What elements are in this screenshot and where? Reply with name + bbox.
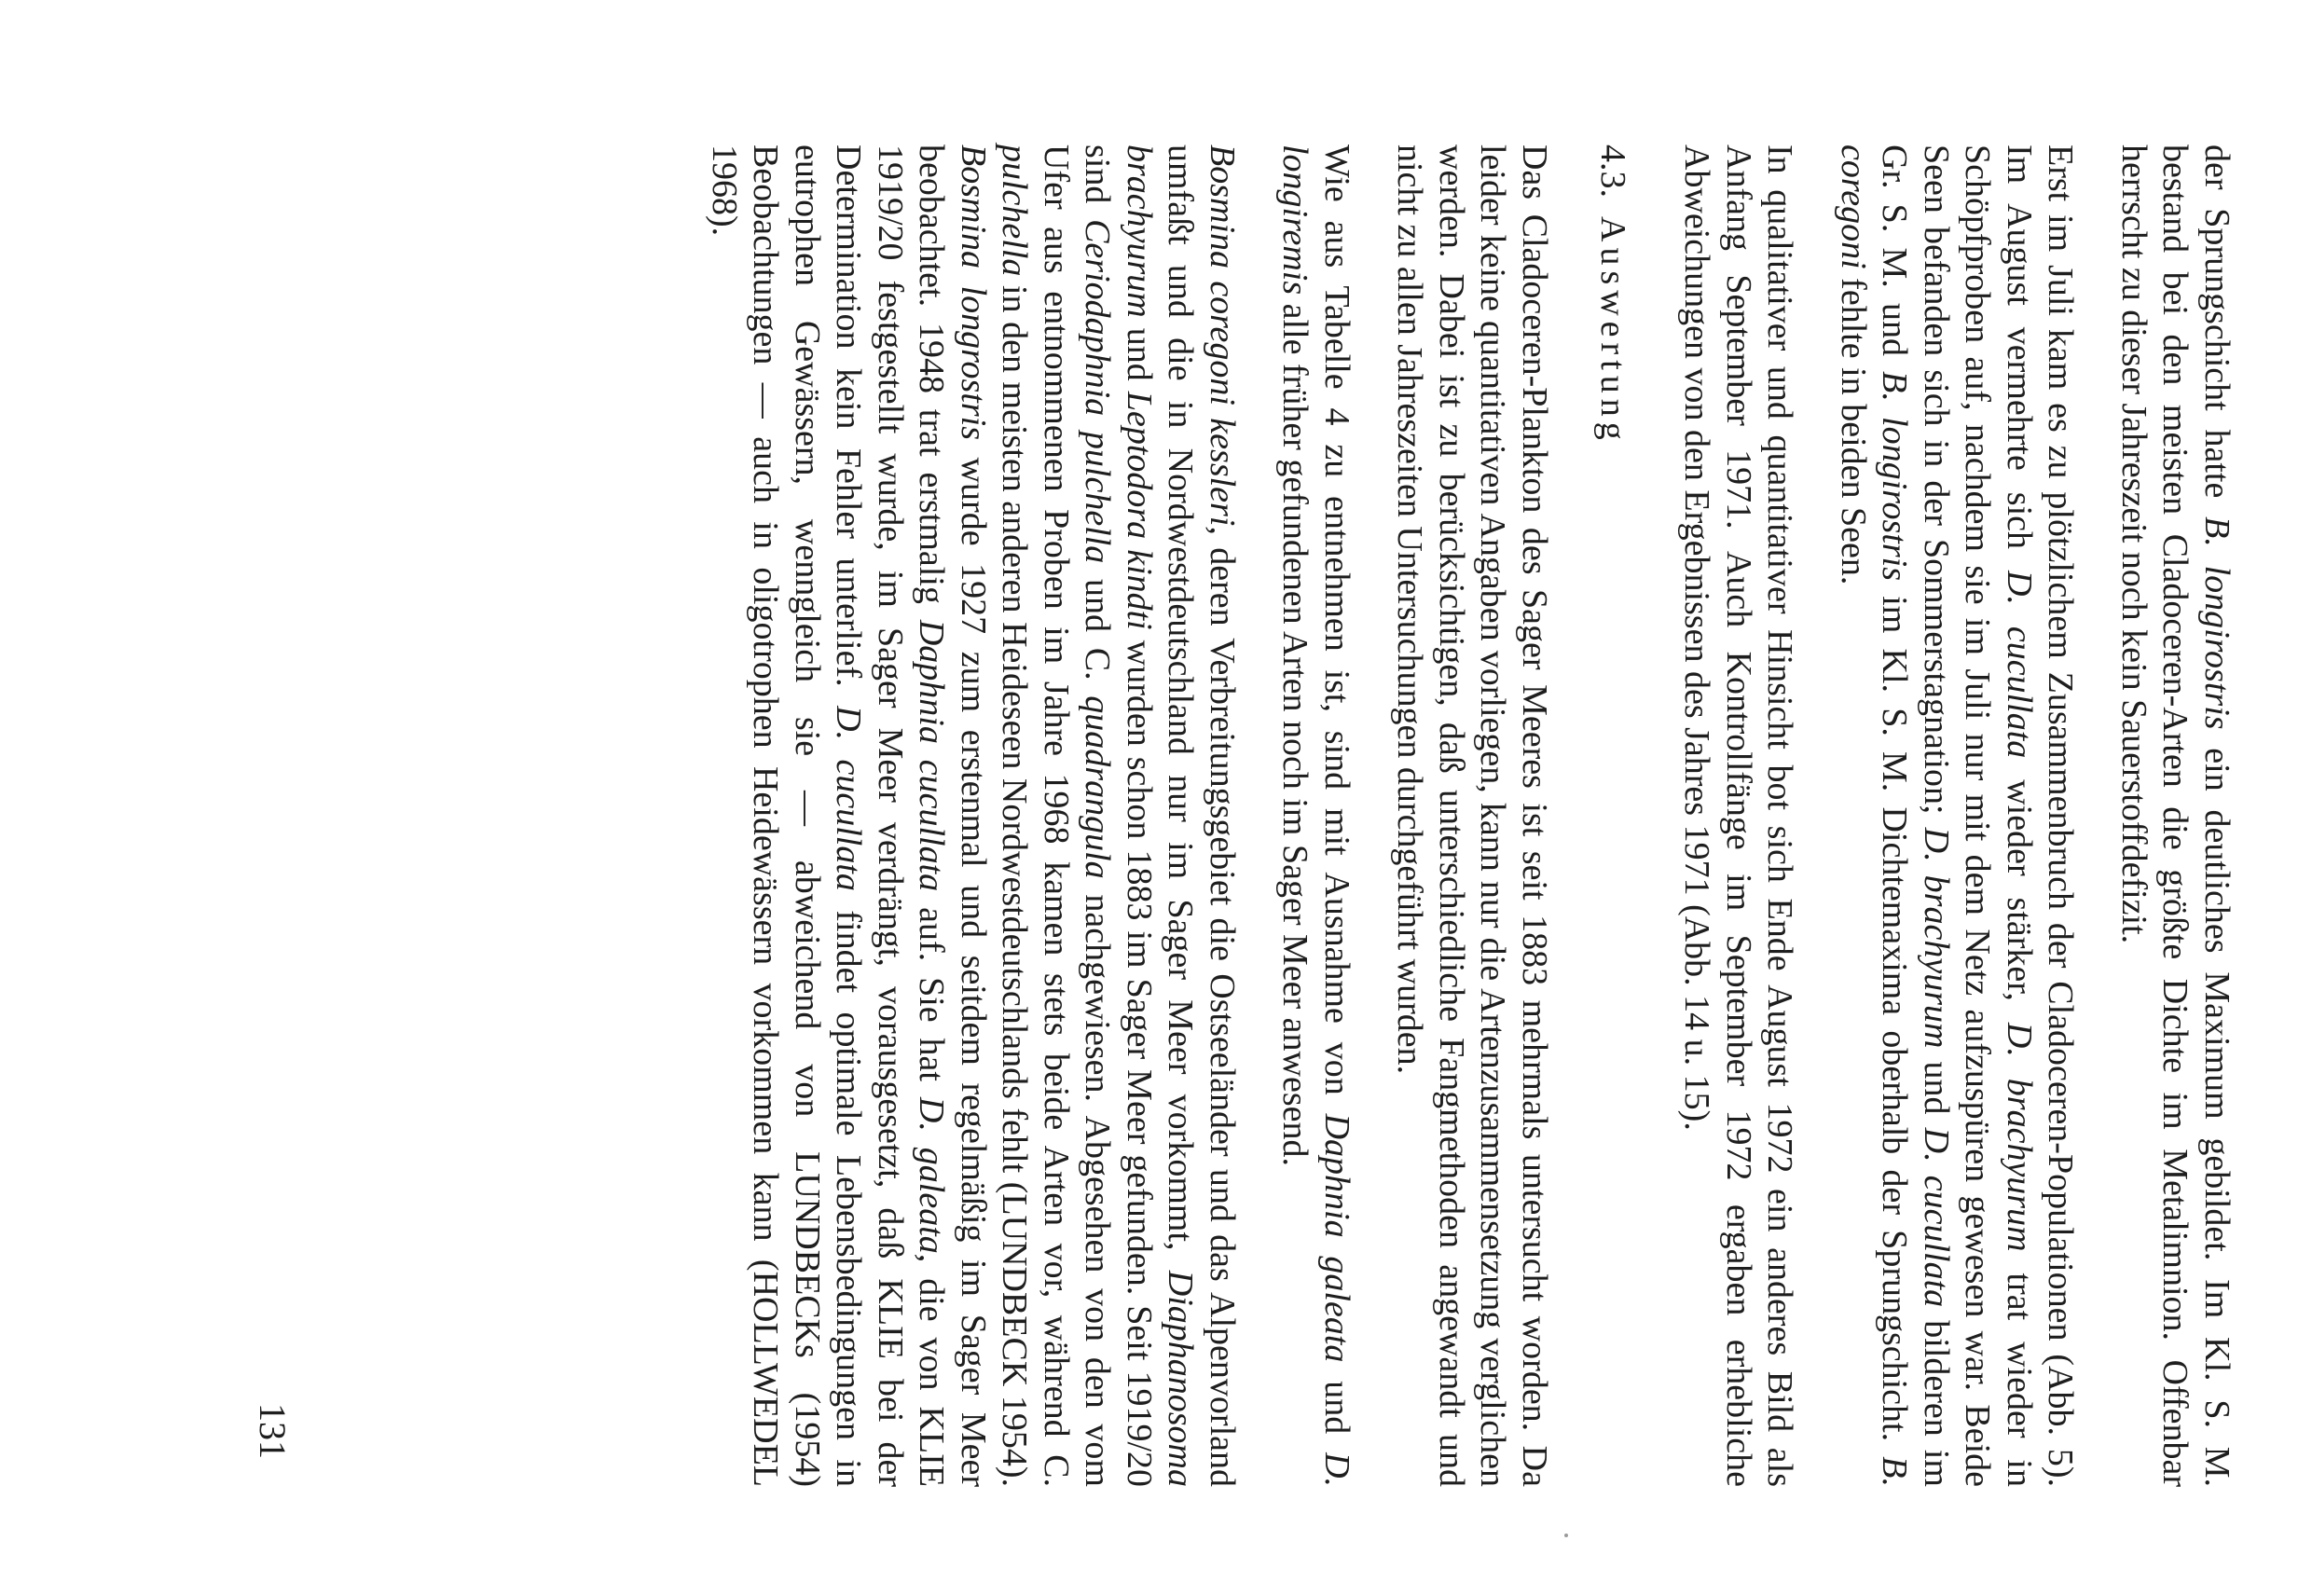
species-name: Diaphanosoma brachyurum: [1120, 144, 1201, 1487]
text-run: fehlte in beiden Seen.: [1834, 268, 1873, 585]
species-name: quadrangula: [1078, 695, 1118, 879]
text-run: nachgewiesen. Abgesehen von den vom Ufer aus entnommenen Proben im Jahre 1968 kamen stets beide Arten vor, während C.: [1037, 144, 1118, 1487]
text-run: In qualitativer und quantitativer Hinsicht bot sich Ende August 1972 ein anderes Bild als Anfang September 1971. Auch Kontrollfänge im September 1972 ergaben erhebliche Abweichungen von den Ergebnissen des Jahres 1971 (Abb. 14 u. 15).: [1677, 144, 1800, 1487]
text-run: auf. Sie hat: [912, 891, 952, 1097]
paragraph-cladoceren-plankton: [1389, 144, 1555, 1487]
text-run: der Sprungschicht hatte: [2197, 144, 2236, 517]
paragraph-sprungschicht: [2113, 144, 2238, 1487]
text-run: und: [1917, 1048, 1956, 1128]
species-name: Bosmina longrostris: [954, 144, 993, 441]
paragraph-bosmina-coregoni: [704, 144, 1244, 1487]
text-run: die von KLIE 1919/20 festgestellt wurde, im Sager Meer verdrängt, vorausgesetzt, daß KLIE bei der Determination kein Fehler unterlief.: [829, 144, 952, 1487]
text-run: und: [1317, 1362, 1356, 1453]
section-number: 4.3.: [1593, 144, 1632, 198]
species-name: D. longiremis: [1275, 144, 1356, 1488]
species-name: D. brachyurum: [2000, 1022, 2039, 1252]
section-heading: [1592, 144, 1633, 1487]
species-name: D. brachyurum: [1917, 827, 1956, 1049]
species-name: Ceriodaphnia pulchella: [1078, 219, 1118, 564]
species-name: B. coregoni: [1834, 144, 1915, 1488]
text-run: und: [1120, 317, 1159, 392]
text-run: alle früher gefundenen Arten noch im Sager Meer anwesend.: [1275, 295, 1315, 1167]
species-name: B. longirostris: [1875, 371, 1915, 582]
text-run: deren Verbreitungsgebiet die Ostseeländer und das Alpenvorland umfaßt und die in Nordwestdeutschland nur im Sager Meer vorkommt,: [1161, 144, 1242, 1488]
text-run: bilderen im Gr. S. M. und: [1875, 144, 1956, 1487]
text-run: im Kl. S. M. Dichtemaxima oberhalb der Sprungschicht.: [1875, 581, 1915, 1457]
text-run: und C.: [1078, 563, 1118, 696]
page-number: 131: [252, 1403, 294, 1459]
species-name: D. cucullata: [2000, 570, 2039, 759]
species-name: Daphnia galeata: [1317, 1113, 1356, 1363]
species-name: Leptodora kindti: [1120, 391, 1159, 630]
species-name: D. galeata,: [912, 1096, 952, 1263]
section-title: Auswertung: [1593, 216, 1632, 446]
scan-speck: [1564, 1534, 1568, 1537]
paragraph-juli-zusammenbruch: [1833, 144, 2082, 1487]
text-run: wurden schon 1883 im Sager Meer gefunden. Seit 1919/20 sind: [1078, 144, 1159, 1487]
text-run: trat wieder in Schöpfproben auf, nachdem sie im Juli nur mit dem Netz aufzuspüren gewesen war. Beide Seen befanden sich in der Sommerstagnation;: [1917, 144, 2039, 1487]
text-run: Wie aus Tabelle 4 zu entnehmen ist, sind mit Ausnahme von: [1317, 144, 1356, 1114]
text-run: in den meisten anderen Heideseen Nordwestdeutschlands fehlt (LUNDBECK 1954).: [995, 276, 1035, 1487]
paragraph-tabelle-4: [1274, 144, 1357, 1487]
species-name: D. cucullata: [1917, 1127, 1956, 1308]
species-name: pulchella: [995, 144, 1035, 277]
paragraph-qualitativer-hinsicht: [1676, 144, 1801, 1487]
text-run: Erst im Juli kam es zu plötzlichem Zusammenbruch der Cladoceren-Populationen (Abb. 5). Im August vermehrte sich: [2000, 144, 2081, 1487]
species-name: B. longirostris: [2197, 516, 2236, 730]
rotated-document-page: [252, 144, 2237, 1487]
text-run: findet optimale Lebensbedingungen in eutrophen Gewässern, wenngleich sie — abweichend von LUNDBECKs (1954) Beobachtungen — auch in oligotrophen Heidewässern vorkommen kann (HOLLWEDEL 1968).: [705, 144, 869, 1487]
species-name: Daphnia cucullata: [912, 619, 952, 892]
text-run: wieder stärker,: [2000, 758, 2039, 1023]
text-run: ein deutliches Maximum gebildet. Im Kl. S. M. bestand bei den meisten Cladoceren-Arten die größte Dichte im Metalimnion. Offenbar herrscht zu dieser Jahreszeit noch kein Sauerstoffdefizit.: [2114, 144, 2236, 1488]
species-name: Bosmina coregoni kessleri,: [1203, 144, 1242, 535]
species-name: D. cucullata: [829, 706, 869, 891]
text-run: Das Cladoceren-Plankton des Sager Meeres ist seit 1883 mehrmals untersucht worden. Da leider keine quantitativen Angaben vorliegen, kann nur die Artenzusammensetzung verglichen werden. Dabei ist zu berücksichtigen, daß unterschiedliche Fangmethoden angewandt und nicht zu allen Jahreszeiten Untersuchungen durchgeführt wurden.: [1390, 144, 1554, 1487]
text-run: wurde 1927 zum erstenmal und seitdem regelmäßig im Sager Meer beobachtet. 1948 trat erstmalig: [912, 144, 993, 1487]
